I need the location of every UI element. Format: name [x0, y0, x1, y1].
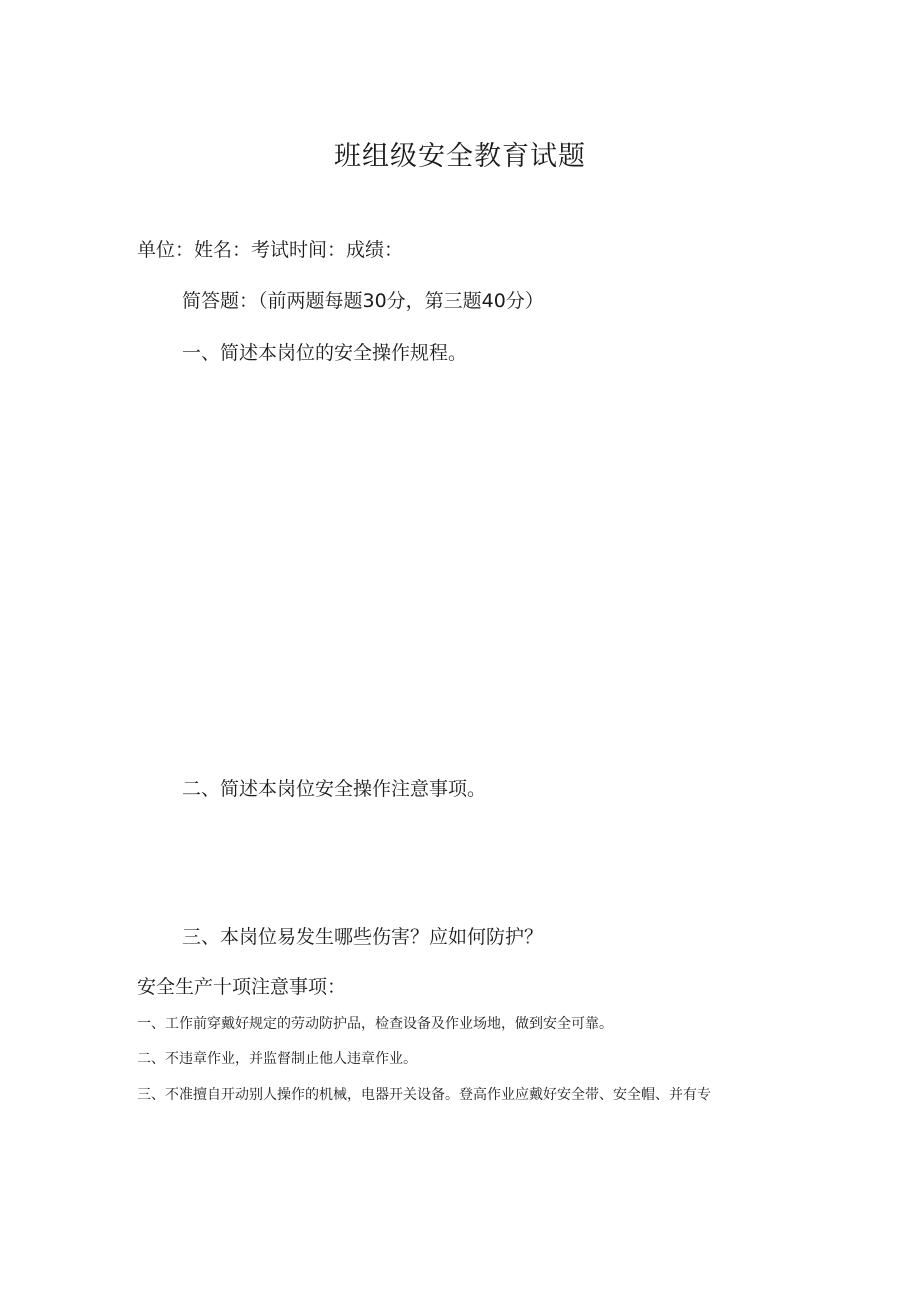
- note-item-1: 一、工作前穿戴好规定的劳动防护品，检查设备及作业场地，做到安全可靠。: [137, 1016, 613, 1032]
- note-item-2: 二、不违章作业，并监督制止他人违章作业。: [137, 1051, 417, 1067]
- instructions: 简答题：（前两题每题30分，第三题40分）: [182, 290, 544, 312]
- page-title: 班组级安全教育试题: [334, 141, 586, 172]
- question-2: 二、简述本岗位安全操作注意事项。: [182, 778, 487, 800]
- notes-heading: 安全生产十项注意事项：: [137, 976, 347, 998]
- question-3: 三、本岗位易发生哪些伤害？应如何防护？: [182, 926, 544, 948]
- note-item-3: 三、不准擅自开动别人操作的机械，电器开关设备。登高作业应戴好安全带、安全帽、并有专: [137, 1087, 711, 1103]
- header-fields: 单位：姓名：考试时间：成绩：: [137, 239, 404, 261]
- question-1: 一、简述本岗位的安全操作规程。: [182, 342, 468, 364]
